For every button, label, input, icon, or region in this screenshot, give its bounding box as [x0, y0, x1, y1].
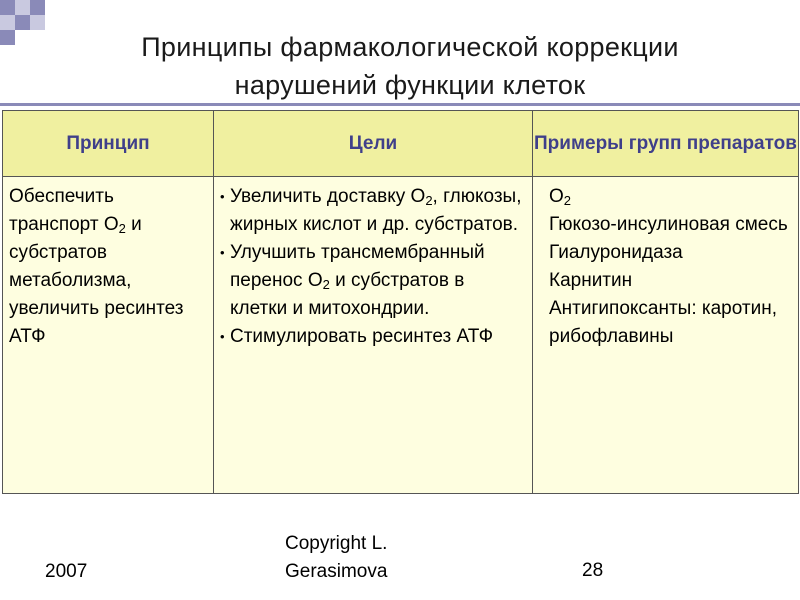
cell-principle — [3, 177, 214, 494]
title-line-1: Принципы фармакологической коррекции — [141, 32, 679, 62]
goal-item: • Стимулировать ресинтез АТФ — [220, 323, 526, 351]
title-divider — [0, 103, 800, 106]
cell-examples — [533, 177, 799, 494]
header-goals: Цели — [214, 111, 533, 177]
goal-item: • Увеличить доставку $О_2$, глюкозы, жирных кислот и др. субстратов. — [220, 183, 526, 239]
example-item: Гюкозо-инсулиновая смесь — [549, 214, 788, 235]
table-header-row — [3, 111, 799, 177]
footer-copyright-text: Copyright L. Gerasimova — [285, 533, 388, 582]
example-item: $О_2$ — [549, 186, 572, 208]
cell-goals — [214, 177, 533, 494]
header-principle: Принцип — [3, 111, 214, 177]
example-item: Антигипоксанты: каротин, рибофлавины — [549, 298, 777, 347]
principle-text — [9, 183, 207, 351]
page-number: 28 — [582, 560, 604, 581]
example-item: Гиалуронидаза — [549, 242, 683, 263]
title-line-2: нарушений функции клеток — [234, 70, 586, 100]
principles-table — [2, 110, 799, 494]
footer-year: 2007 — [45, 561, 88, 582]
principle-text-a: Обеспечить транспорт $О_2$ и субстратов метаболизма, увеличить ресинтез АТФ — [9, 186, 184, 347]
table-row — [3, 177, 799, 494]
goal-item: • Улучшить трансмембранный перенос $О_2$ и субстратов в клетки и митохондрии. — [220, 239, 526, 323]
example-item: Карнитин — [549, 270, 633, 291]
slide-title — [60, 28, 760, 104]
footer-copyright — [285, 530, 435, 586]
header-examples: Примеры групп препаратов — [533, 111, 799, 177]
